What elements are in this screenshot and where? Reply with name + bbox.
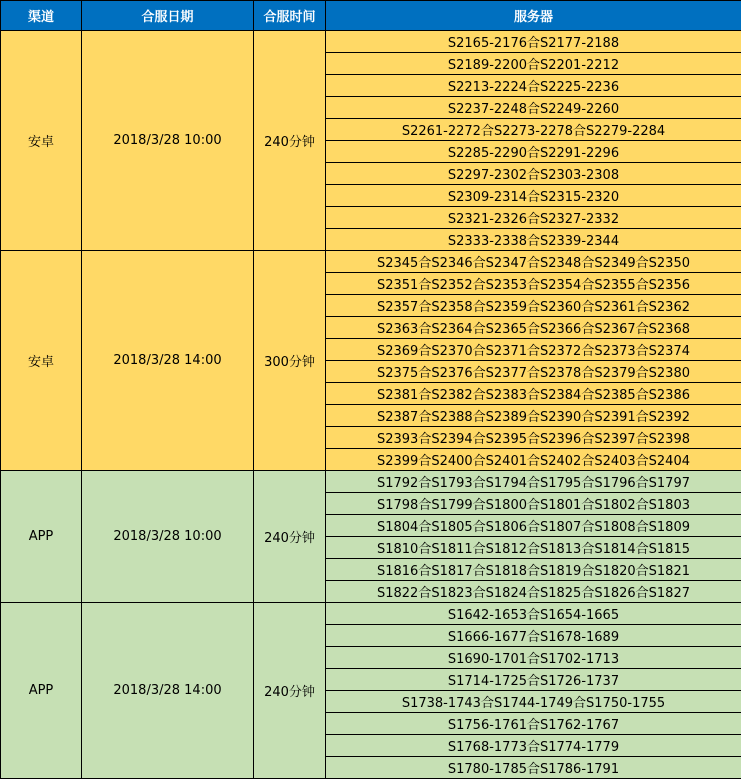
server-cell: S2189-2200合S2201-2212: [326, 53, 741, 75]
server-cell: S2363合S2364合S2365合S2366合S2367合S2368: [326, 317, 741, 339]
server-cell: S2357合S2358合S2359合S2360合S2361合S2362: [326, 295, 741, 317]
server-cell: S2399合S2400合S2401合S2402合S2403合S2404: [326, 449, 741, 471]
header-channel: 渠道: [1, 1, 82, 31]
channel-cell: 安卓: [1, 251, 82, 471]
merge-duration-cell: 300分钟: [254, 251, 326, 471]
server-cell: S2333-2338合S2339-2344: [326, 229, 741, 251]
server-cell: S1822合S1823合S1824合S1825合S1826合S1827: [326, 581, 741, 603]
server-cell: S2381合S2382合S2383合S2384合S2385合S2386: [326, 383, 741, 405]
server-cell: S1666-1677合S1678-1689: [326, 625, 741, 647]
server-cell: S1804合S1805合S1806合S1807合S1808合S1809: [326, 515, 741, 537]
header-servers: 服务器: [326, 1, 741, 31]
merge-duration-cell: 240分钟: [254, 603, 326, 779]
table-body: [1, 31, 741, 779]
server-cell: S2321-2326合S2327-2332: [326, 207, 741, 229]
table-row: [1, 31, 741, 53]
server-cell: S2393合S2394合S2395合S2396合S2397合S2398: [326, 427, 741, 449]
channel-cell: APP: [1, 603, 82, 779]
server-cell: S2387合S2388合S2389合S2390合S2391合S2392: [326, 405, 741, 427]
server-cell: S1714-1725合S1726-1737: [326, 669, 741, 691]
server-cell: S1810合S1811合S1812合S1813合S1814合S1815: [326, 537, 741, 559]
server-cell: S2261-2272合S2273-2278合S2279-2284: [326, 119, 741, 141]
merge-duration-cell: 240分钟: [254, 31, 326, 251]
merge-duration-cell: 240分钟: [254, 471, 326, 603]
server-cell: S2285-2290合S2291-2296: [326, 141, 741, 163]
server-cell: S1738-1743合S1744-1749合S1750-1755: [326, 691, 741, 713]
merge-date-cell: 2018/3/28 10:00: [82, 31, 254, 251]
server-cell: S2165-2176合S2177-2188: [326, 31, 741, 53]
server-cell: S1816合S1817合S1818合S1819合S1820合S1821: [326, 559, 741, 581]
server-cell: S1792合S1793合S1794合S1795合S1796合S1797: [326, 471, 741, 493]
server-cell: S2375合S2376合S2377合S2378合S2379合S2380: [326, 361, 741, 383]
table-row: [1, 603, 741, 625]
server-cell: S2309-2314合S2315-2320: [326, 185, 741, 207]
server-cell: S1780-1785合S1786-1791: [326, 757, 741, 779]
header-merge-duration: 合服时间: [254, 1, 326, 31]
header-merge-date: 合服日期: [82, 1, 254, 31]
server-cell: S2351合S2352合S2353合S2354合S2355合S2356: [326, 273, 741, 295]
server-cell: S2369合S2370合S2371合S2372合S2373合S2374: [326, 339, 741, 361]
channel-cell: 安卓: [1, 31, 82, 251]
channel-cell: APP: [1, 471, 82, 603]
server-cell: S2345合S2346合S2347合S2348合S2349合S2350: [326, 251, 741, 273]
server-cell: S2213-2224合S2225-2236: [326, 75, 741, 97]
server-cell: S1798合S1799合S1800合S1801合S1802合S1803: [326, 493, 741, 515]
table-row: [1, 471, 741, 493]
merge-date-cell: 2018/3/28 14:00: [82, 251, 254, 471]
table-row: [1, 251, 741, 273]
merge-date-cell: 2018/3/28 10:00: [82, 471, 254, 603]
server-cell: S1642-1653合S1654-1665: [326, 603, 741, 625]
server-cell: S2297-2302合S2303-2308: [326, 163, 741, 185]
server-cell: S1756-1761合S1762-1767: [326, 713, 741, 735]
server-cell: S1690-1701合S1702-1713: [326, 647, 741, 669]
server-cell: S1768-1773合S1774-1779: [326, 735, 741, 757]
header-row: [1, 1, 741, 31]
merge-date-cell: 2018/3/28 14:00: [82, 603, 254, 779]
server-cell: S2237-2248合S2249-2260: [326, 97, 741, 119]
